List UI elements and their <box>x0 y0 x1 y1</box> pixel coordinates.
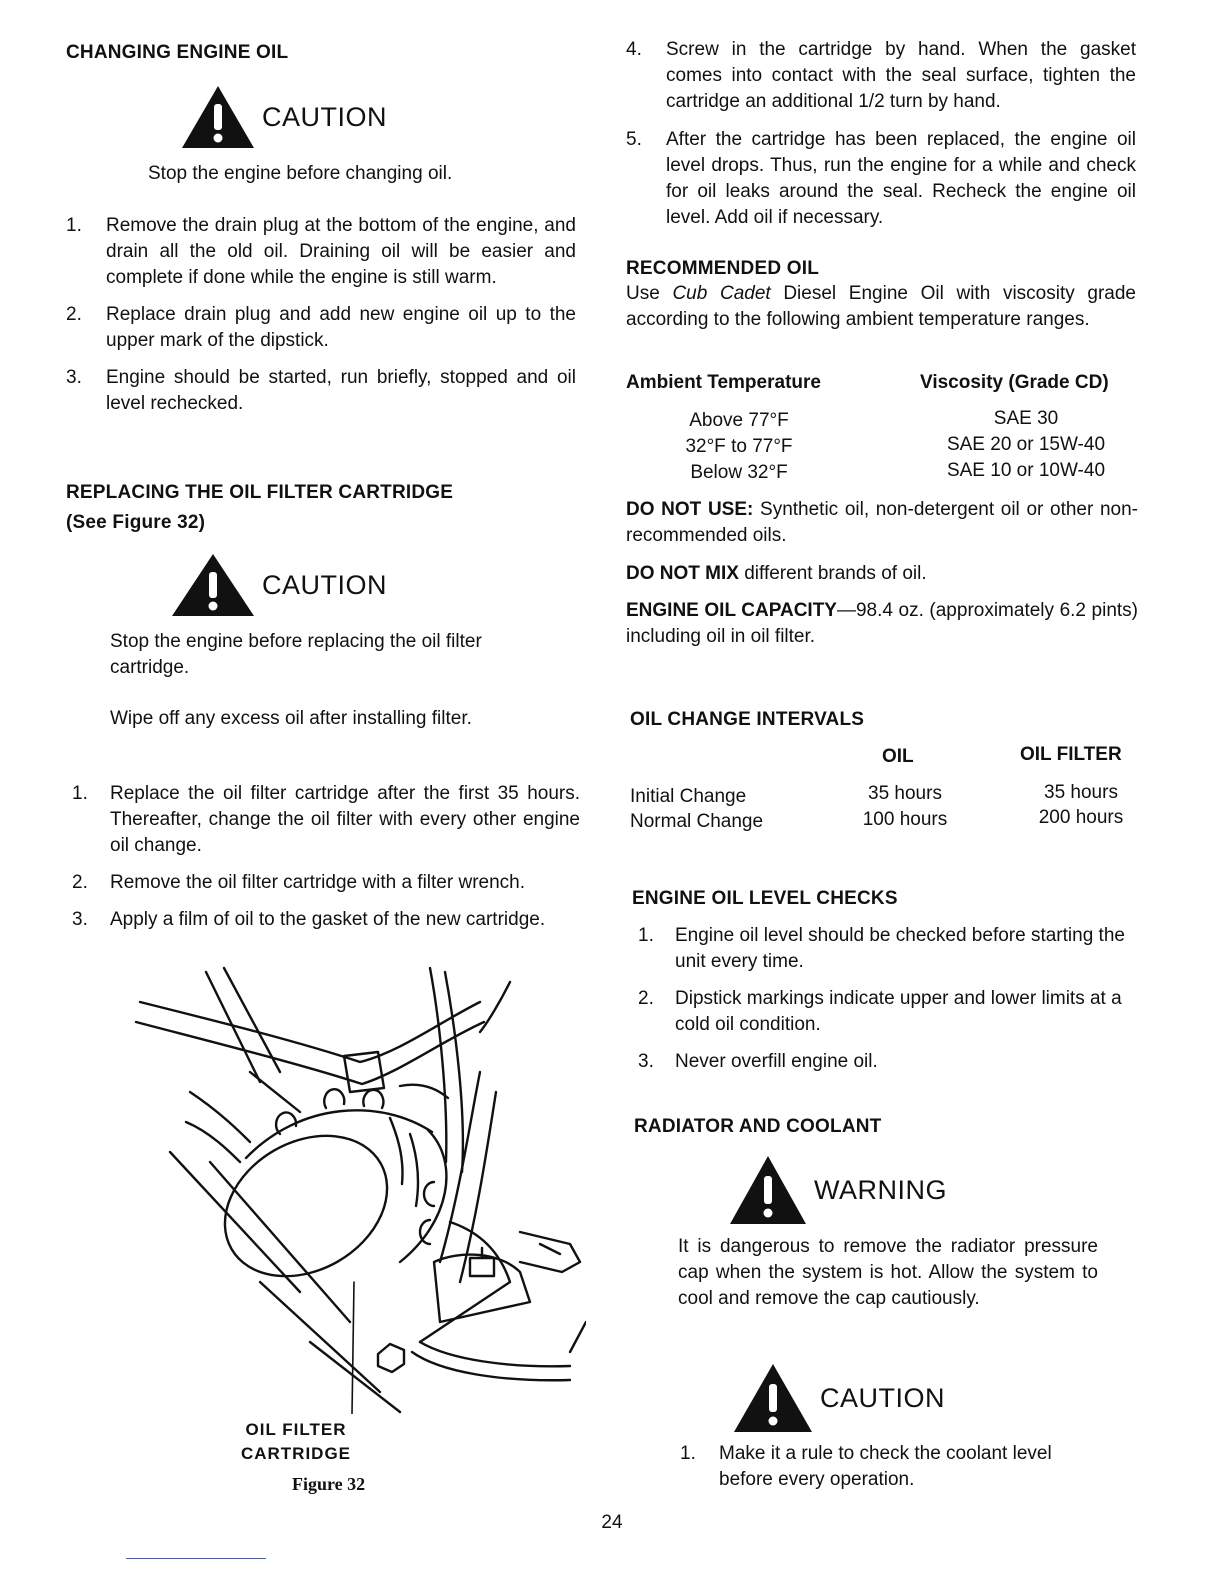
list-item: 5. After the cartridge has been replaced, the engine oil level drops. Thus, run the engine for a while and check for oil leaks around the seal. Recheck the engine oil level. Add oil if necessary. <box>626 129 1136 228</box>
filter-caution-text: Stop the engine before replacing the oil filter cartridge. <box>110 631 482 678</box>
list-item: 1. Remove the drain plug at the bottom of the engine, and drain all the old oil. Draining oil will be easier and complete if done while the engine is still warm. <box>66 215 576 288</box>
page-number: 24 <box>601 1512 623 1533</box>
see-figure-subheading: (See Figure 32) <box>66 512 206 533</box>
callout-line-1: OIL FILTER <box>245 1420 347 1439</box>
list-item: 1. Engine oil level should be checked before starting the unit every time. <box>638 925 1125 972</box>
list-item: 3. Engine should be started, run briefly, stopped and oil level rechecked. <box>66 367 576 414</box>
warning-triangle-icon <box>728 1154 808 1226</box>
caution-label: CAUTION <box>262 101 387 132</box>
wipe-text: Wipe off any excess oil after installing filter. <box>110 708 472 729</box>
oil-level-checks-heading: ENGINE OIL LEVEL CHECKS <box>632 888 898 909</box>
list-item: 2. Remove the oil filter cartridge with a filter wrench. <box>72 872 525 893</box>
list-item: 1. Replace the oil filter cartridge after the first 35 hours. Thereafter, change the oil filter with every other engine oil change. <box>72 783 580 856</box>
list-item: 4. Screw in the cartridge by hand. When the gasket comes into contact with the seal surface, tighten the cartridge an additional 1/2 turn by hand. <box>626 39 1136 112</box>
table-cell: 100 hours <box>862 809 948 830</box>
oil-filter-illustration <box>100 962 586 1414</box>
warning-alert <box>728 1154 947 1226</box>
caution-label: CAUTION <box>262 569 387 600</box>
warning-label: WARNING <box>814 1174 947 1205</box>
oil-change-intervals-heading: OIL CHANGE INTERVALS <box>630 709 865 730</box>
caution-alert-2 <box>170 552 387 618</box>
table-cell: Initial Change <box>630 786 747 807</box>
do-not-use-note: DO NOT USE: Synthetic oil, non-detergent oil or other non-recommended oils. <box>626 499 1139 546</box>
table-cell: 35 hours <box>1044 782 1118 803</box>
caution-alert-1 <box>180 84 387 150</box>
list-item: 3. Apply a film of oil to the gasket of the new cartridge. <box>72 909 546 930</box>
table-cell: SAE 20 or 15W-40 <box>946 434 1106 455</box>
column-header-temperature: Ambient Temperature <box>626 372 821 393</box>
table-cell: SAE 30 <box>993 408 1059 429</box>
list-item: 2. Replace drain plug and add new engine oil up to the upper mark of the dipstick. <box>66 304 576 351</box>
intervals-table <box>630 740 1140 840</box>
caution-text: Stop the engine before changing oil. <box>148 163 453 184</box>
warning-triangle-icon <box>170 552 256 618</box>
table-cell: 32°F to 77°F <box>685 436 793 457</box>
oil-capacity-note: ENGINE OIL CAPACITY—98.4 oz. (approximately 6.2 pints) including oil in oil filter. <box>626 600 1138 647</box>
table-cell: Normal Change <box>630 811 764 832</box>
list-item: 3. Never overfill engine oil. <box>638 1051 878 1072</box>
viscosity-table <box>626 370 1136 490</box>
coolant-steps <box>680 1441 1100 1504</box>
figure-caption: Figure 32 <box>292 1474 366 1494</box>
list-item: 1. Make it a rule to check the coolant level before every operation. <box>680 1443 1052 1490</box>
table-cell: SAE 10 or 10W-40 <box>946 460 1106 481</box>
table-cell: Below 32°F <box>690 462 788 483</box>
warning-triangle-icon <box>732 1362 814 1434</box>
radiator-coolant-heading: RADIATOR AND COOLANT <box>634 1116 882 1137</box>
brand-name: Cub Cadet <box>672 283 771 304</box>
figure-callout <box>216 1418 376 1466</box>
cartridge-steps-continued <box>626 37 1136 242</box>
table-cell: Above 77°F <box>689 410 789 431</box>
changing-oil-heading: CHANGING ENGINE OIL <box>66 42 289 63</box>
callout-line-2: CARTRIDGE <box>240 1444 352 1463</box>
list-item: 2. Dipstick markings indicate upper and lower limits at a cold oil condition. <box>638 988 1122 1035</box>
caution-label: CAUTION <box>820 1382 945 1413</box>
table-cell: 200 hours <box>1038 807 1124 828</box>
caution-alert-3 <box>732 1362 945 1434</box>
table-cell: 35 hours <box>868 783 942 804</box>
replacing-filter-heading: REPLACING THE OIL FILTER CARTRIDGE <box>66 482 454 503</box>
replacing-filter-steps <box>72 781 580 944</box>
column-header-oil-filter: OIL FILTER <box>1020 744 1122 765</box>
footer-rule <box>126 1558 266 1559</box>
warning-text: It is dangerous to remove the radiator pressure cap when the system is hot. Allow the system to cool and remove the cap cautiously. <box>678 1236 1098 1309</box>
recommended-oil-intro: Use Cub Cadet Diesel Engine Oil with viscosity grade according to the following ambient temperature ranges. <box>626 283 1136 330</box>
column-header-oil: OIL <box>882 746 914 767</box>
oil-level-checks-steps <box>638 923 1148 1086</box>
recommended-oil-heading: RECOMMENDED OIL <box>626 258 819 279</box>
warning-triangle-icon <box>180 84 256 150</box>
do-not-mix-note: DO NOT MIX different brands of oil. <box>626 563 927 584</box>
changing-oil-steps <box>66 213 576 428</box>
column-header-viscosity: Viscosity (Grade CD) <box>920 372 1109 393</box>
